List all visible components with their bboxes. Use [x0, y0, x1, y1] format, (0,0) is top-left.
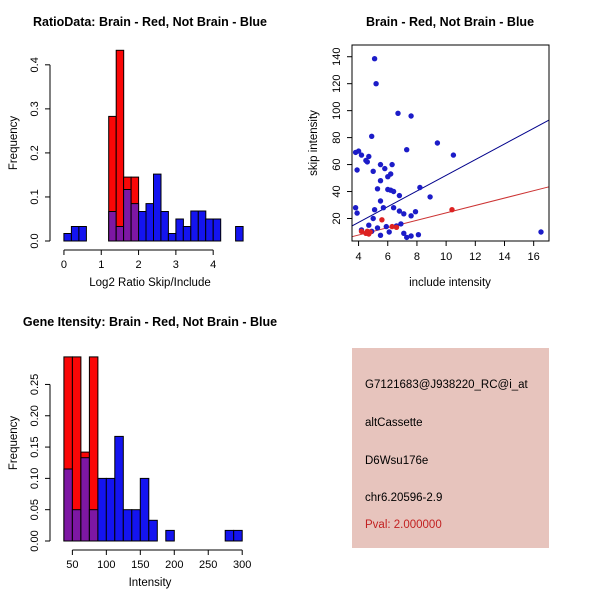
x-tick-label: 3 [172, 259, 179, 271]
not-brain-blue-point [353, 150, 358, 155]
not-brain-blue-point [372, 207, 377, 212]
hist-bar-blue [234, 530, 243, 541]
not-brain-blue-point [369, 134, 374, 139]
not-brain-blue-point [395, 111, 400, 116]
not-brain-blue-point [375, 225, 380, 230]
hist-bar-blue [139, 212, 147, 242]
y-tick-label: 140 [331, 47, 343, 66]
locus-text: chr6.20596-2.9 [365, 492, 443, 504]
not-brain-blue-point [378, 233, 383, 238]
y-tick-label: 40 [331, 185, 343, 198]
y-tick-label: 60 [331, 158, 343, 171]
chart-title: RatioData: Brain - Red, Not Brain - Blue [32, 15, 268, 29]
hist-bar-overlap [89, 510, 98, 541]
not-brain-blue-point [371, 169, 376, 174]
x-tick-label: 300 [233, 559, 252, 571]
not-brain-blue-point [538, 229, 543, 234]
not-brain-blue-point [427, 194, 432, 199]
probe-info-box [352, 348, 549, 548]
x-tick-label: 12 [469, 251, 482, 263]
hist-bar-blue [140, 478, 149, 541]
x-tick-label: 250 [199, 559, 218, 571]
brain-red-point [394, 225, 399, 230]
hist-bar-overlap [124, 190, 132, 242]
not-brain-blue-point [404, 235, 409, 240]
hist-bar-blue [191, 211, 199, 241]
brain-red-point [368, 229, 373, 234]
y-tick-label: 0.1 [29, 189, 41, 205]
not-brain-blue-point [354, 167, 359, 172]
not-brain-blue-point [416, 232, 421, 237]
y-tick-label: 0.10 [29, 467, 41, 490]
y-axis-label: skip intensity [308, 110, 320, 176]
y-tick-label: 0.4 [29, 57, 41, 73]
not-brain-blue-point [373, 81, 378, 86]
hist-bar-blue [123, 510, 132, 541]
hist-bar-overlap [116, 227, 124, 242]
y-tick-label: 0.3 [29, 101, 41, 117]
y-axis-label: Frequency [8, 115, 20, 171]
x-tick-label: 6 [384, 251, 391, 263]
panel-gene-intensity-histogram [0, 300, 300, 600]
not-brain-blue-point [404, 147, 409, 152]
not-brain-blue-point [381, 205, 386, 210]
hist-bar-blue [154, 174, 162, 241]
hist-bar-blue [71, 227, 79, 242]
not-brain-blue-point [408, 113, 413, 118]
not-brain-blue-point [384, 224, 389, 229]
x-tick-label: 4 [210, 259, 217, 271]
not-brain-blue-point [391, 205, 396, 210]
not-brain-blue-point [387, 229, 392, 234]
not-brain-blue-point [401, 211, 406, 216]
event-type-text: altCassette [365, 417, 423, 429]
not-brain-blue-point [391, 189, 396, 194]
hist-bar-blue [98, 478, 107, 541]
gene-intensity-histogram-chart [0, 300, 300, 600]
x-tick-label: 150 [131, 559, 150, 571]
probe-id-text: G7121683@J938220_RC@i_at [365, 379, 528, 391]
x-axis-label: Intensity [128, 577, 172, 589]
hist-bar-blue [132, 510, 141, 541]
x-tick-label: 4 [355, 251, 362, 263]
brain-red-point [449, 207, 454, 212]
hist-bar-blue [64, 234, 72, 242]
y-tick-label: 0.20 [29, 405, 41, 427]
not-brain-blue-point [451, 152, 456, 157]
hist-bar-blue [183, 227, 191, 242]
not-brain-blue-point [378, 198, 383, 203]
not-brain-blue-point [435, 140, 440, 145]
y-tick-label: 20 [331, 212, 343, 225]
x-tick-label: 2 [135, 259, 142, 271]
y-tick-label: 0.00 [29, 530, 41, 552]
not-brain-blue-point [378, 162, 383, 167]
y-tick-label: 120 [331, 74, 343, 93]
hist-bar-blue [115, 436, 124, 541]
hist-bar-red [116, 50, 124, 241]
x-axis-label: Log2 Ratio Skip/Include [89, 277, 211, 289]
y-tick-label: 0.2 [29, 145, 41, 161]
panel-intensity-scatter [300, 0, 600, 300]
x-axis-label: include intensity [409, 277, 491, 289]
hist-bar-blue [213, 219, 221, 241]
x-tick-label: 200 [165, 559, 184, 571]
gene-name-text: D6Wsu176e [365, 455, 429, 467]
not-brain-blue-point [417, 185, 422, 190]
hist-bar-blue [79, 227, 87, 242]
x-tick-label: 0 [60, 259, 68, 271]
hist-bar-overlap [64, 469, 73, 541]
panel-ratio-histogram [0, 0, 300, 300]
chart-title: Gene Itensity: Brain - Red, Not Brain - Blue [22, 315, 278, 329]
panel-probe-info [300, 300, 600, 600]
pval-text: Pval: 2.000000 [365, 519, 442, 531]
not-brain-blue-point [375, 186, 380, 191]
ratio-histogram-chart [0, 0, 300, 300]
hist-bar-blue [198, 211, 206, 241]
not-brain-blue-point [359, 152, 364, 157]
not-brain-blue-point [408, 213, 413, 218]
y-tick-label: 0.25 [29, 373, 41, 396]
x-tick-label: 8 [413, 251, 420, 263]
hist-bar-blue [166, 530, 175, 541]
y-tick-label: 80 [331, 131, 343, 144]
y-tick-label: 0.0 [29, 233, 41, 249]
not-brain-blue-point [378, 178, 383, 183]
skip-include-scatter-chart [300, 0, 600, 300]
not-brain-blue-point [372, 56, 377, 61]
y-axis-label: Frequency [8, 415, 20, 471]
hist-bar-overlap [109, 212, 117, 242]
x-tick-label: 1 [98, 259, 105, 271]
y-tick-label: 100 [331, 101, 343, 120]
hist-bar-blue [149, 520, 158, 541]
hist-bar-overlap [131, 204, 139, 241]
x-tick-label: 100 [97, 559, 116, 571]
y-tick-label: 0.05 [29, 498, 41, 521]
not-brain-blue-point [365, 159, 370, 164]
hist-bar-blue [206, 219, 214, 241]
chart-title: Brain - Red, Not Brain - Blue [365, 15, 535, 29]
hist-bar-blue [225, 530, 234, 541]
hist-bar-blue [161, 212, 169, 242]
not-brain-blue-point [389, 162, 394, 167]
not-brain-blue-point [366, 223, 371, 228]
x-tick-label: 10 [439, 251, 453, 263]
x-tick-label: 50 [66, 559, 79, 571]
brain-red-point [379, 217, 384, 222]
x-tick-label: 16 [527, 251, 540, 263]
not-brain-blue-point [371, 216, 376, 221]
x-tick-label: 14 [498, 251, 511, 263]
not-brain-blue-point [353, 205, 358, 210]
hist-bar-overlap [81, 458, 90, 541]
hist-bar-blue [168, 234, 176, 242]
hist-bar-blue [146, 204, 154, 241]
not-brain-blue-point [382, 166, 387, 171]
hist-bar-overlap [72, 510, 81, 541]
y-tick-label: 0.15 [29, 436, 41, 458]
hist-bar-blue [236, 227, 244, 242]
hist-bar-blue [106, 478, 115, 541]
not-brain-blue-point [385, 174, 390, 179]
not-brain-blue-point [397, 193, 402, 198]
hist-bar-blue [176, 219, 184, 241]
not-brain-blue-point [354, 210, 359, 215]
not-brain-blue-point [413, 209, 418, 214]
